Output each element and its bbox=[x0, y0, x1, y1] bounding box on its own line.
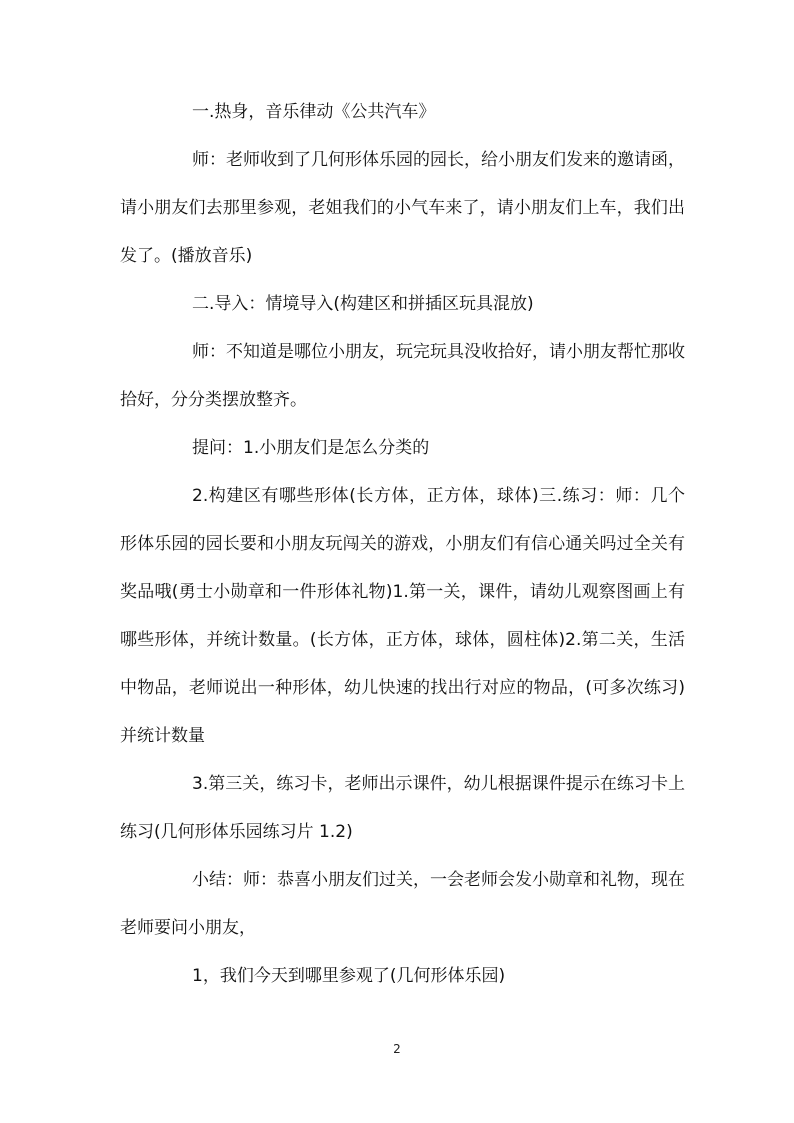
paragraph-question: 提问：1.小朋友们是怎么分类的 bbox=[192, 438, 430, 458]
paragraph-review-question: 1，我们今天到哪里参观了(几何形体乐园) bbox=[192, 966, 506, 986]
paragraph-practice: 2.构建区有哪些形体(长方体，正方体，球体)三.练习：师：几个形体乐园的园长要和小朋友玩闯关的游戏，小朋友们有信心通关吗过全关有奖品哦(勇士小勋章和一件形体礼物)1.第一关，课件，请幼儿观察图画上有哪些形体，并统计数量。(长方体，正方体，球体，圆柱体)2.第二关，生活中物品，老师说出一种形体，幼儿快速的找出行对应的物品，(可多次练习)并统计数量 bbox=[120, 486, 685, 746]
page-number: 2 bbox=[393, 1042, 401, 1056]
paragraph-invitation: 师：老师收到了几何形体乐园的园长，给小朋友们发来的邀请函，请小朋友们去那里参观，老姐我们的小气车来了，请小朋友们上车，我们出发了。(播放音乐) bbox=[120, 150, 685, 266]
paragraph-summary: 小结：师：恭喜小朋友们过关，一会老师会发小勋章和礼物，现在老师要问小朋友， bbox=[120, 870, 685, 938]
paragraph-third-level: 3.第三关，练习卡，老师出示课件，幼儿根据课件提示在练习卡上练习(几何形体乐园练习片 1.2) bbox=[120, 774, 685, 842]
paragraph-warmup: 一.热身，音乐律动《公共汽车》 bbox=[192, 102, 436, 122]
paragraph-intro: 二.导入：情境导入(构建区和拼插区玩具混放) bbox=[192, 294, 534, 314]
document-body bbox=[120, 88, 685, 1000]
paragraph-tidy-up: 师：不知道是哪位小朋友，玩完玩具没收拾好，请小朋友帮忙那收拾好，分分类摆放整齐。 bbox=[120, 342, 685, 410]
